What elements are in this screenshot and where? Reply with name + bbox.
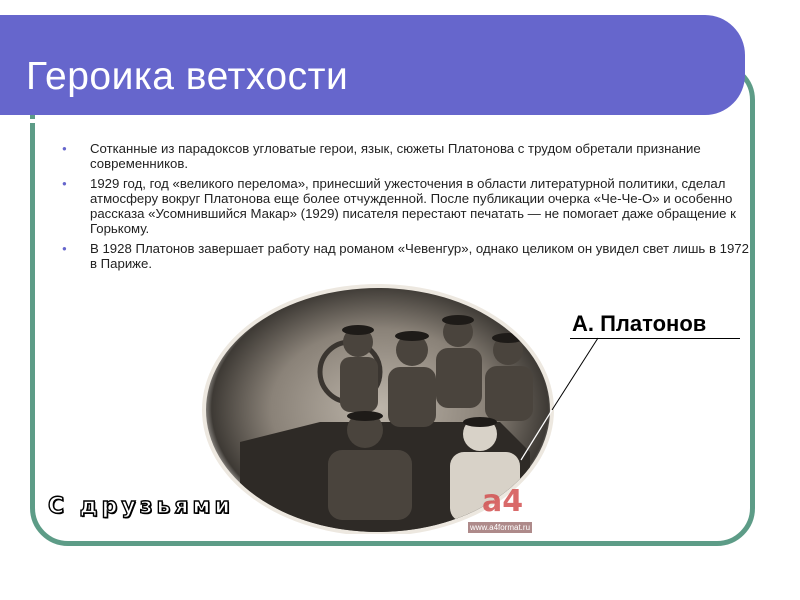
photo-label-underline — [570, 338, 740, 339]
slide-title: Героика ветхости — [26, 55, 349, 98]
bullet-list — [62, 141, 752, 276]
title-bar — [0, 15, 745, 115]
photo-label-platonov: А. Платонов — [572, 311, 707, 336]
title-underline — [26, 119, 707, 123]
photo-caption-friends: С друзьями — [48, 494, 234, 519]
bullet-item: ● В 1928 Платонов завершает работу над романом «Чевенгур», однако целиком он увидел свет лишь в 1972 в Париже. — [62, 241, 752, 271]
watermark-url: www.a4format.ru — [470, 523, 531, 532]
bullet-item: ● 1929 год, год «великого перелома», принесший ужесточения в области литературной политики, сделал атмосферу вокруг Платонова еще более отчужденной. После публикации очерка «Че-Че-О» и особенно рассказа «Усомнившийся Макар» (1929) писателя перестают печатать — не помогает даже обращение к Горькому. — [62, 176, 752, 236]
watermark-logo — [468, 484, 552, 536]
bullet-item: ● Сотканные из парадоксов угловатые герои, язык, сюжеты Платонова с трудом обретали признание современников. — [62, 141, 752, 171]
watermark-mark: a4 — [482, 484, 524, 519]
